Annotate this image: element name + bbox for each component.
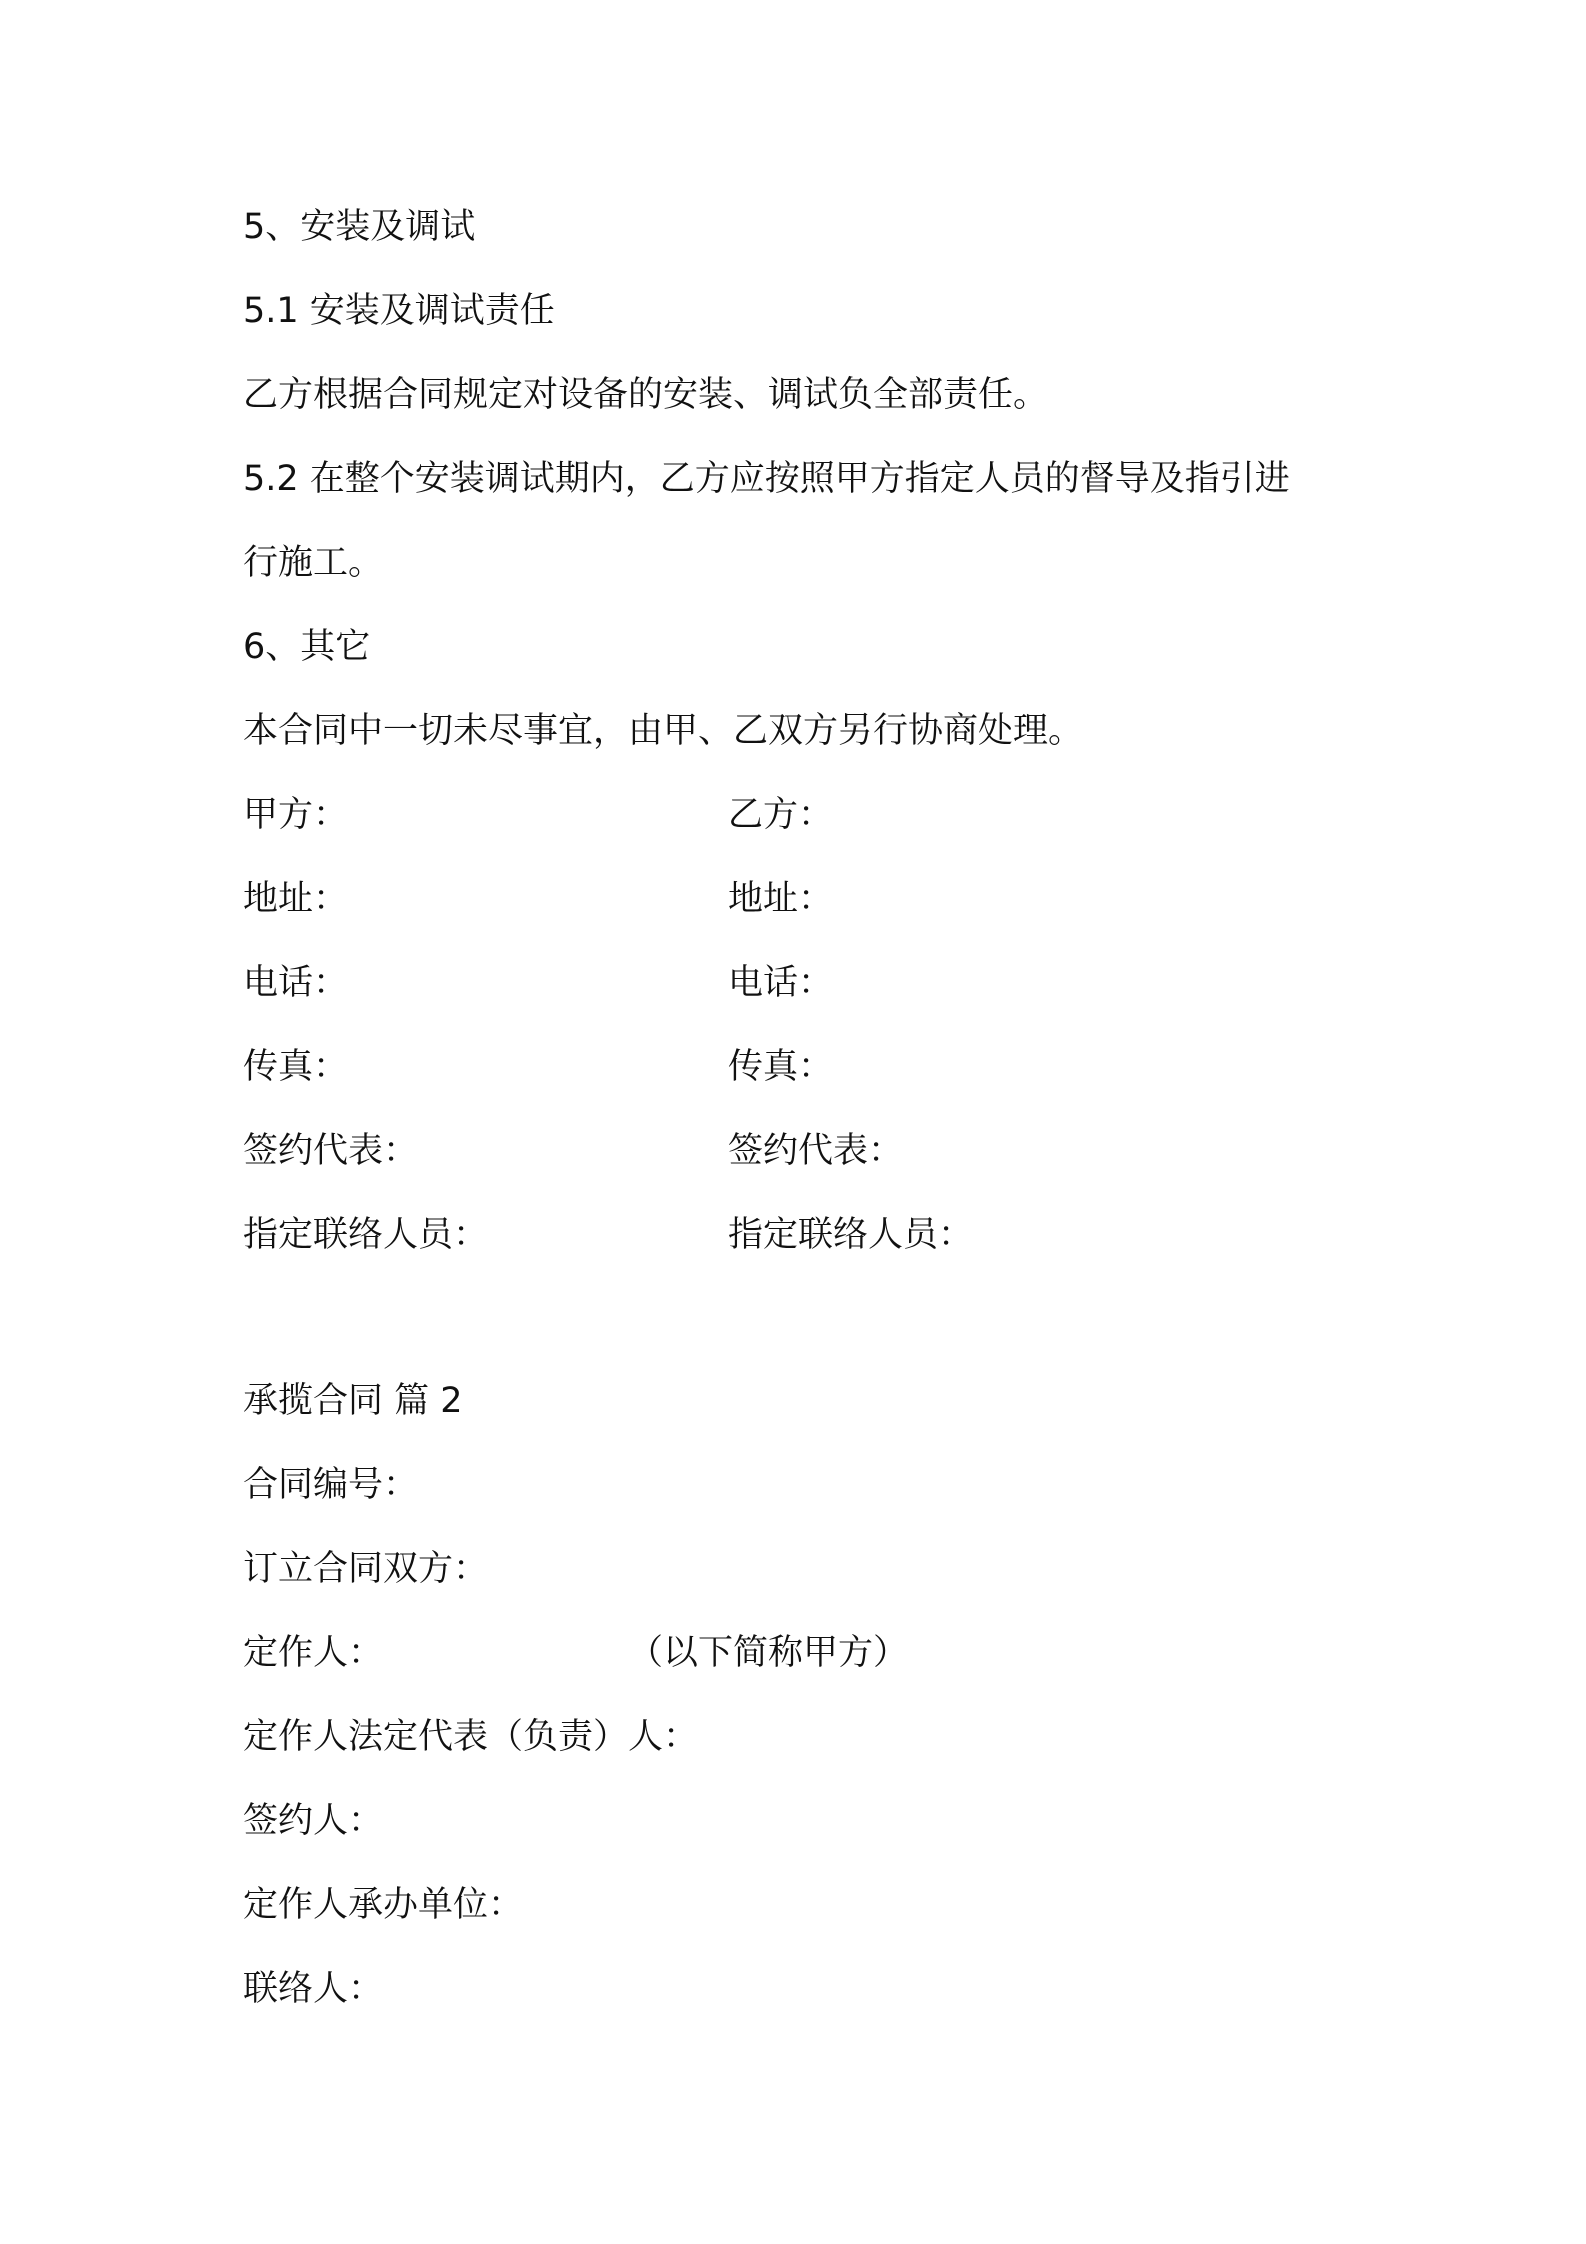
handling-unit-label: 定作人承办单位： xyxy=(243,1885,524,1925)
party-a-fax-label: 传真： xyxy=(243,1047,349,1087)
party-a-phone-label: 电话： xyxy=(243,963,349,1003)
orderer-note: （以下简称甲方） xyxy=(628,1633,909,1673)
section-5-1-heading: 5.1 安装及调试责任 xyxy=(243,291,555,331)
party-a-name-label: 甲方： xyxy=(243,795,349,835)
contract-number-label: 合同编号： xyxy=(243,1465,419,1505)
section-5-heading: 5、安装及调试 xyxy=(243,207,476,247)
party-b-address-label: 地址： xyxy=(728,879,834,919)
party-b-fax-label: 传真： xyxy=(728,1047,834,1087)
section-6-text: 本合同中一切未尽事宜，由甲、乙双方另行协商处理。 xyxy=(243,711,1084,751)
section-6-heading: 6、其它 xyxy=(243,627,371,667)
party-b-name-label: 乙方： xyxy=(728,795,834,835)
signer-label: 签约人： xyxy=(243,1801,384,1841)
legal-representative-label: 定作人法定代表（负责）人： xyxy=(243,1717,699,1757)
party-b-contact-label: 指定联络人员： xyxy=(728,1215,974,1255)
party-a-contact-label: 指定联络人员： xyxy=(243,1215,489,1255)
contract-parties-label: 订立合同双方： xyxy=(243,1549,489,1589)
party-a-address-label: 地址： xyxy=(243,879,349,919)
contact-person-label: 联络人： xyxy=(243,1969,384,2009)
party-b-representative-label: 签约代表： xyxy=(728,1131,904,1171)
section-5-2-text-line2: 行施工。 xyxy=(243,543,384,583)
orderer-label: 定作人： xyxy=(243,1633,384,1673)
party-b-phone-label: 电话： xyxy=(728,963,834,1003)
section-5-2-text-line1: 5.2 在整个安装调试期内，乙方应按照甲方指定人员的督导及指引进 xyxy=(243,459,1290,499)
section-5-1-text: 乙方根据合同规定对设备的安装、调试负全部责任。 xyxy=(243,375,1049,415)
party-a-representative-label: 签约代表： xyxy=(243,1131,419,1171)
contract-2-title: 承揽合同 篇 2 xyxy=(243,1381,463,1421)
